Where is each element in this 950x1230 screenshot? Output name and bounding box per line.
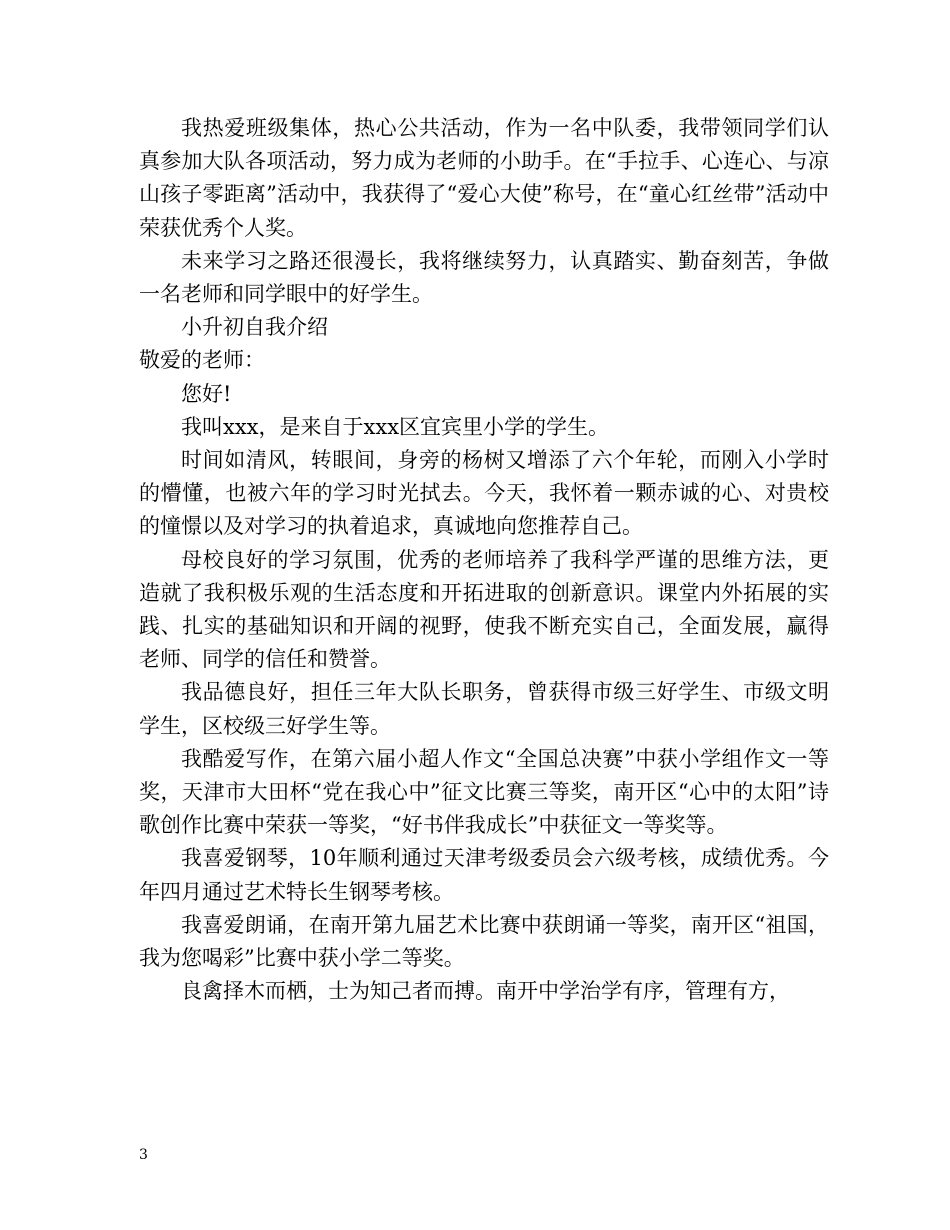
paragraph: 我喜爱朗诵，在南开第九届艺术比赛中获朗诵一等奖，南开区“祖国，我为您喝彩”比赛中获小学二等奖。 <box>139 912 829 971</box>
paragraph: 未来学习之路还很漫长，我将继续努力，认真踏实、勤奋刻苦，争做一名老师和同学眼中的好学生。 <box>139 248 829 307</box>
paragraph: 我品德良好，担任三年大队长职务，曾获得市级三好学生、市级文明学生，区校级三好学生等。 <box>139 680 829 738</box>
greeting: 您好! <box>181 381 232 406</box>
paragraph: 我酷爱写作，在第六届小超人作文“全国总决赛”中获小学组作文一等奖，天津市大田杯“党在我心中”征文比赛三等奖，南开区“心中的太阳”诗歌创作比赛中荣获一等奖，“好书伴我成长”中获征文一等奖等。 <box>139 746 829 838</box>
paragraph: 我热爱班级集体，热心公共活动，作为一名中队委，我带领同学们认真参加大队各项活动，努力成为老师的小助手。在“手拉手、心连心、与凉山孩子零距离”活动中，我获得了“爱心大使”称号，在“童心红丝带”活动中荣获优秀个人奖。 <box>139 116 829 240</box>
paragraph: 时间如清风，转眼间，身旁的杨树又增添了六个年轮，而刚入小学时的懵懂，也被六年的学习时光拭去。今天，我怀着一颗赤诚的心、对贵校的憧憬以及对学习的执着追求，真诚地向您推荐自己。 <box>139 448 829 539</box>
paragraph: 我喜爱钢琴，10年顺利通过天津考级委员会六级考核，成绩优秀。今年四月通过艺术特长生钢琴考核。 <box>139 846 829 904</box>
paragraph: 母校良好的学习氛围，优秀的老师培养了我科学严谨的思维方法，更造就了我积极乐观的生活态度和开拓进取的创新意识。课堂内外拓展的实践、扎实的基础知识和开阔的视野，使我不断充实自己，全面发展，赢得老师、同学的信任和赞誉。 <box>139 547 829 672</box>
page-number: 3 <box>139 1147 148 1163</box>
paragraph: 良禽择木而栖，士为知己者而搏。南开中学治学有序，管理有方， <box>181 979 790 1004</box>
paragraph: 我叫xxx，是来自于xxx区宜宾里小学的学生。 <box>181 414 610 439</box>
salutation: 敬爱的老师： <box>139 348 265 373</box>
section-title: 小升初自我介绍 <box>181 315 328 340</box>
document-body <box>139 112 829 1008</box>
